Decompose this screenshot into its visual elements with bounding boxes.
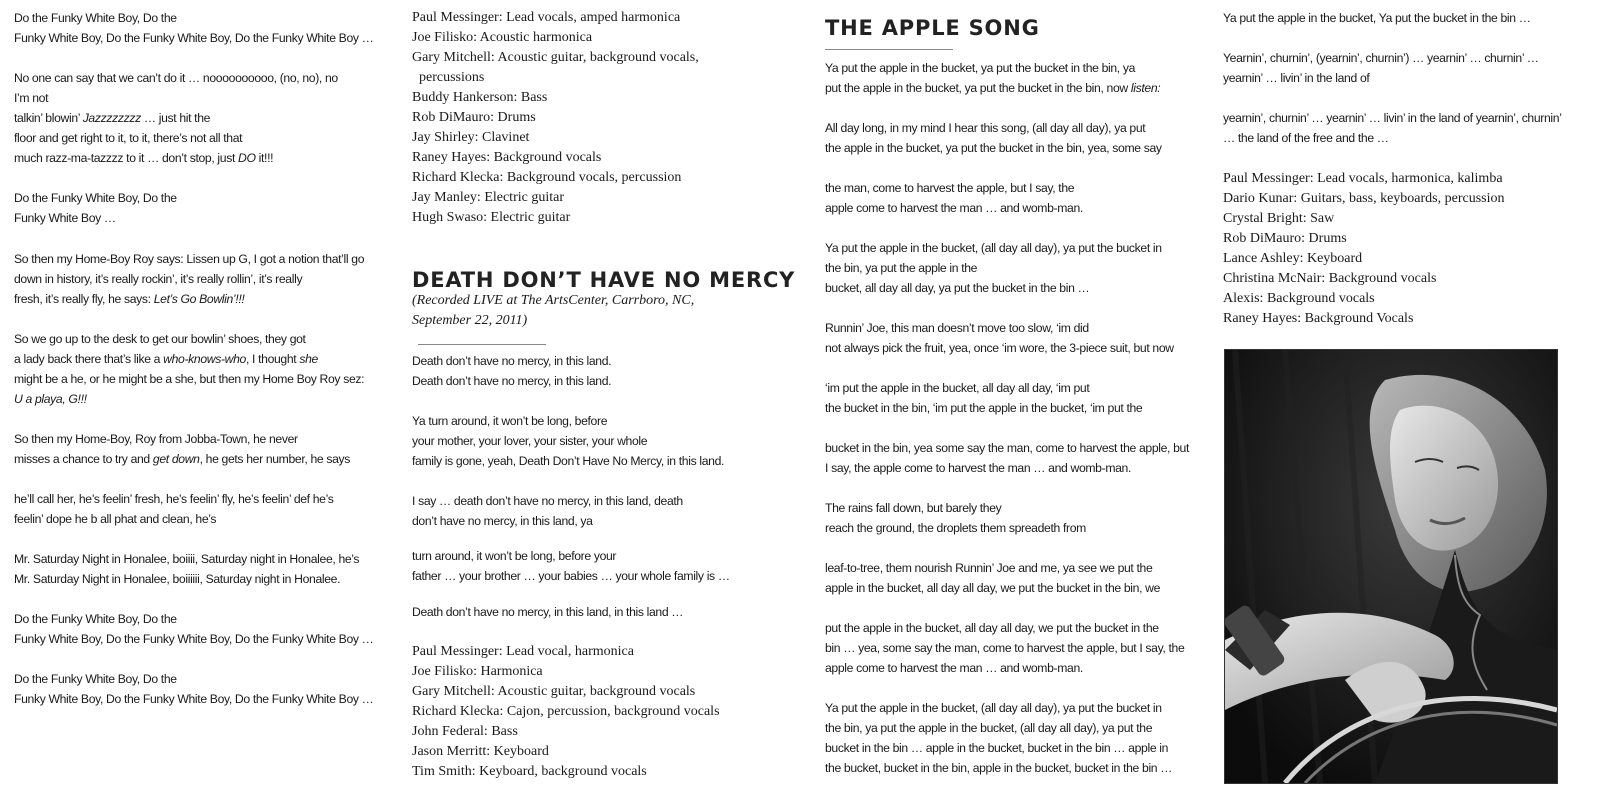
text-line: your mother, your lover, your sister, your whole bbox=[412, 434, 648, 448]
text-line: ‘im put the apple in the bucket, all day all day, ‘im put bbox=[825, 381, 1090, 395]
text-line: father … your brother … your babies … your whole family is … bbox=[412, 569, 730, 583]
text-line: apple come to harvest the man … and womb-man. bbox=[825, 201, 1083, 215]
text-line: Death don’t have no mercy, in this land, in this land … bbox=[412, 605, 684, 619]
text-line: The rains fall down, but barely they bbox=[825, 501, 1002, 515]
text-line: Jay Shirley: Clavinet bbox=[412, 130, 530, 145]
text-line: bucket in the bin, yea some say the man, come to harvest the apple, but bbox=[825, 441, 1190, 455]
text-line: Funky White Boy … bbox=[14, 211, 116, 225]
text-line: reach the ground, the droplets them spreadeth from bbox=[825, 521, 1086, 535]
text-line: Joe Filisko: Acoustic harmonica bbox=[412, 30, 593, 45]
text-line: talkin’ blowin’ Jazzzzzzzz … just hit the bbox=[14, 111, 211, 125]
text-line: Do the Funky White Boy, Do the bbox=[14, 191, 177, 205]
text-line: bin … yea, some say the man, come to harvest the apple, but I say, the bbox=[825, 641, 1185, 655]
text-line: apple in the bucket, all day all day, we put the bucket in the bin, we bbox=[825, 581, 1161, 595]
performer-photo bbox=[1224, 349, 1558, 784]
text-line: down in history, it’s really rockin’, it’s really rollin’, it’s really bbox=[14, 272, 303, 286]
text-line: not always pick the fruit, yea, once ‘im wore, the 3-piece suit, but now bbox=[825, 341, 1174, 355]
text-line: Hugh Swaso: Electric guitar bbox=[412, 210, 571, 225]
text-line: I say … death don’t have no mercy, in this land, death bbox=[412, 494, 683, 508]
text-line: percussions bbox=[412, 70, 485, 85]
text-line: Mr. Saturday Night in Honalee, boiiii, Saturday night in Honalee, he’s bbox=[14, 552, 360, 566]
text-line: apple come to harvest the man … and womb-man. bbox=[825, 661, 1083, 675]
text-line: leaf-to-tree, them nourish Runnin’ Joe and me, ya see we put the bbox=[825, 561, 1153, 575]
text-line: Christina McNair: Background vocals bbox=[1223, 271, 1437, 286]
text-line: bucket in the bin … apple in the bucket, bucket in the bin … apple in bbox=[825, 741, 1169, 755]
text-line: Death don’t have no mercy, in this land. bbox=[412, 354, 612, 368]
text-line: I say, the apple come to harvest the man … and womb-man. bbox=[825, 461, 1132, 475]
text-line: might be a he, or he might be a she, but then my Home Boy Roy sez: bbox=[14, 372, 365, 386]
text-line: Yearnin’, churnin’, (yearnin’, churnin’) … yearnin’ … churnin’ … bbox=[1223, 51, 1539, 65]
text-line: Gary Mitchell: Acoustic guitar, background vocals bbox=[412, 684, 696, 699]
song-title-death-dont-have-no-mercy: DEATH DON’T HAVE NO MERCY bbox=[412, 268, 796, 292]
text-line: Gary Mitchell: Acoustic guitar, background vocals, bbox=[412, 50, 699, 65]
text-line: floor and get right to it, to it, there’s not all that bbox=[14, 131, 243, 145]
text-line: Jay Manley: Electric guitar bbox=[412, 190, 564, 205]
text-line: Paul Messinger: Lead vocal, harmonica bbox=[412, 644, 634, 659]
text-line: Death don’t have no mercy, in this land. bbox=[412, 374, 612, 388]
text-line: Paul Messinger: Lead vocals, harmonica, kalimba bbox=[1223, 171, 1503, 186]
text-line: Raney Hayes: Background vocals bbox=[412, 150, 602, 165]
text-line: Ya put the apple in the bucket, (all day all day), ya put the bucket in bbox=[825, 241, 1162, 255]
text-line: Crystal Bright: Saw bbox=[1223, 211, 1335, 226]
text-line: John Federal: Bass bbox=[412, 724, 518, 739]
text-line: Raney Hayes: Background Vocals bbox=[1223, 311, 1414, 326]
text-line: turn around, it won’t be long, before your bbox=[412, 549, 617, 563]
text-line: Ya put the apple in the bucket, Ya put the bucket in the bin … bbox=[1223, 11, 1531, 25]
text-line: All day long, in my mind I hear this song, (all day all day), ya put bbox=[825, 121, 1146, 135]
text-line: Do the Funky White Boy, Do the bbox=[14, 11, 177, 25]
text-line: yearnin’ … livin’ in the land of bbox=[1223, 71, 1370, 85]
text-line: So we go up to the desk to get our bowlin’ shoes, they got bbox=[14, 332, 306, 346]
text-line: September 22, 2011) bbox=[412, 313, 528, 328]
text-line: Do the Funky White Boy, Do the bbox=[14, 612, 177, 626]
text-line: misses a chance to try and get down, he gets her number, he says bbox=[14, 452, 350, 466]
text-line: the bucket in the bin, ‘im put the apple in the bucket, ‘im put the bbox=[825, 401, 1143, 415]
text-line: I’m not bbox=[14, 91, 49, 105]
text-line: the man, come to harvest the apple, but I say, the bbox=[825, 181, 1075, 195]
text-line: Mr. Saturday Night in Honalee, boiiiiii, Saturday night in Honalee. bbox=[14, 572, 341, 586]
text-line: Richard Klecka: Background vocals, percussion bbox=[412, 170, 682, 185]
text-line: the bin, ya put the apple in the bucket, (all day all day), ya put the bbox=[825, 721, 1153, 735]
text-line: yearnin’, churnin’ … yearnin’ … livin’ in the land of yearnin’, churnin’ bbox=[1223, 111, 1562, 125]
text-line: Ya put the apple in the bucket, ya put the bucket in the bin, ya bbox=[825, 61, 1136, 75]
title-rule bbox=[825, 49, 953, 50]
text-line: So then my Home-Boy Roy says: Lissen up G, I got a notion that’ll go bbox=[14, 252, 365, 266]
text-line: bucket, all day all day, ya put the bucket in the bin … bbox=[825, 281, 1090, 295]
text-line: Tim Smith: Keyboard, background vocals bbox=[412, 764, 647, 779]
text-line: don’t have no mercy, in this land, ya bbox=[412, 514, 593, 528]
text-line: So then my Home-Boy, Roy from Jobba-Town, he never bbox=[14, 432, 298, 446]
text-line: fresh, it’s really fly, he says: Let’s Go Bowlin’!!! bbox=[14, 292, 245, 306]
text-line: Rob DiMauro: Drums bbox=[412, 110, 536, 125]
text-line: Paul Messinger: Lead vocals, amped harmonica bbox=[412, 10, 681, 25]
text-line: the bucket, bucket in the bin, apple in the bucket, bucket in the bin … bbox=[825, 761, 1173, 775]
text-line: Dario Kunar: Guitars, bass, keyboards, percussion bbox=[1223, 191, 1505, 206]
text-line: Jason Merritt: Keyboard bbox=[412, 744, 549, 759]
song-title-the-apple-song: THE APPLE SONG bbox=[825, 16, 1040, 40]
text-line: Lance Ashley: Keyboard bbox=[1223, 251, 1363, 266]
text-line: Ya turn around, it won’t be long, before bbox=[412, 414, 608, 428]
text-line: family is gone, yeah, Death Don’t Have No Mercy, in this land. bbox=[412, 454, 725, 468]
text-line: Runnin’ Joe, this man doesn’t move too slow, ‘im did bbox=[825, 321, 1089, 335]
title-rule bbox=[418, 344, 546, 345]
text-line: Richard Klecka: Cajon, percussion, background vocals bbox=[412, 704, 720, 719]
text-line: Buddy Hankerson: Bass bbox=[412, 90, 548, 105]
text-line: he’ll call her, he’s feelin’ fresh, he’s feelin’ fly, he’s feelin’ def he’s bbox=[14, 492, 334, 506]
text-line: Joe Filisko: Harmonica bbox=[412, 664, 543, 679]
text-line: much razz-ma-tazzzz to it … don’t stop, just DO it!!! bbox=[14, 151, 274, 165]
text-line: feelin’ dope he b all phat and clean, he’s bbox=[14, 512, 217, 526]
text-line: No one can say that we can’t do it … noooooooooo, (no, no), no bbox=[14, 71, 338, 85]
text-line: the bin, ya put the apple in the bbox=[825, 261, 978, 275]
text-line: Funky White Boy, Do the Funky White Boy, Do the Funky White Boy … bbox=[14, 692, 374, 706]
text-line: Rob DiMauro: Drums bbox=[1223, 231, 1347, 246]
text-line: Funky White Boy, Do the Funky White Boy, Do the Funky White Boy … bbox=[14, 31, 374, 45]
text-line: Ya put the apple in the bucket, (all day all day), ya put the bucket in bbox=[825, 701, 1162, 715]
text-line: a lady back there that’s like a who-knows-who, I thought she bbox=[14, 352, 318, 366]
text-line: Alexis: Background vocals bbox=[1223, 291, 1375, 306]
text-line: put the apple in the bucket, ya put the bucket in the bin, now listen: bbox=[825, 81, 1161, 95]
text-line: Do the Funky White Boy, Do the bbox=[14, 672, 177, 686]
text-line: Funky White Boy, Do the Funky White Boy, Do the Funky White Boy … bbox=[14, 632, 374, 646]
text-line: … the land of the free and the … bbox=[1223, 131, 1389, 145]
text-line: the apple in the bucket, ya put the bucket in the bin, yea, some say bbox=[825, 141, 1162, 155]
text-line: put the apple in the bucket, all day all day, we put the bucket in the bbox=[825, 621, 1159, 635]
text-line: (Recorded LIVE at The ArtsCenter, Carrboro, NC, bbox=[412, 293, 695, 308]
text-line: U a playa, G!!! bbox=[14, 392, 87, 406]
